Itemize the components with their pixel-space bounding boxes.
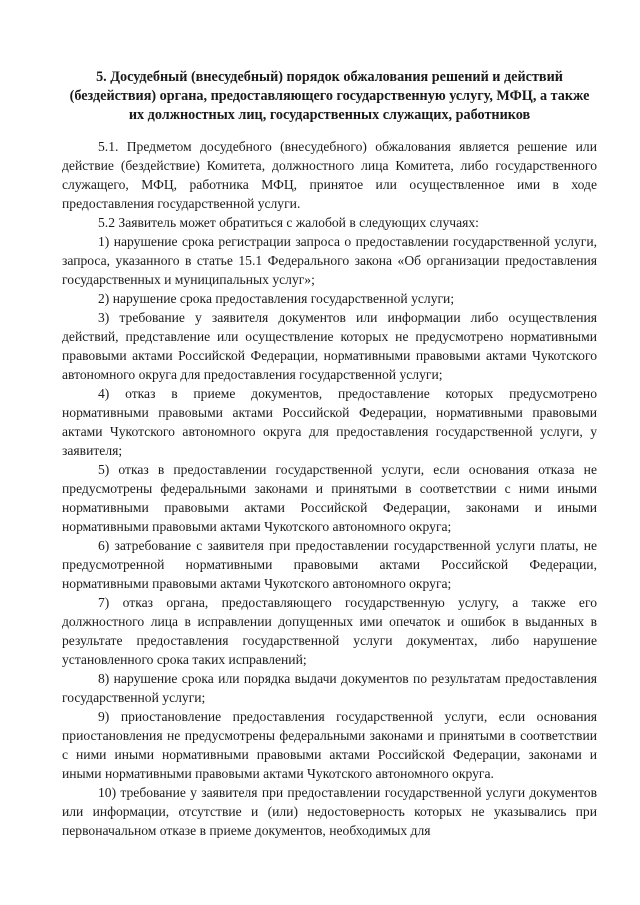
- list-item-5: 5) отказ в предоставлении государственной услуги, если основания отказа не предусмотрены федеральными законами и принятыми в соответствии с ними иными нормативными правовыми актами Российской Федерации, законами и иными нормативными правовыми актами Чукотского автономного округа;: [62, 462, 597, 534]
- section-heading: 5. Досудебный (внесудебный) порядок обжалования решений и действий (бездействия) органа, предоставляющего государственную услугу, МФЦ, а также их должностных лиц, государственных служащих, работников: [69, 69, 590, 123]
- list-item-1: 1) нарушение срока регистрации запроса о предоставлении государственной услуги, запроса, указанного в статье 15.1 Федерального закона «Об организации предоставления государственных и муниципальных услуг»;: [62, 234, 597, 287]
- paragraph-5-2: 5.2 Заявитель может обратиться с жалобой в следующих случаях:: [98, 215, 479, 230]
- paragraph-5-1: 5.1. Предметом досудебного (внесудебного) обжалования является решение или действие (бездействие) Комитета, должностного лица Комитета, либо государственного служащего, МФЦ, работника МФЦ, принятое или осуществленное ими в ходе предоставления государственной услуги.: [62, 139, 597, 211]
- list-item-10: 10) требование у заявителя при предоставлении государственной услуги документов или информации, отсутствие и (или) недостоверность которых не указывались при первоначальном отказе в приеме документов, необходимых для: [62, 785, 597, 838]
- list-item-7: 7) отказ органа, предоставляющего государственную услугу, а также его должностного лица в исправлении допущенных ими опечаток и ошибок в выданных в результате предоставления государственной услуги документах, либо нарушение установленного срока таких исправлений;: [62, 595, 597, 667]
- list-item-4: 4) отказ в приеме документов, предоставление которых предусмотрено нормативными правовыми актами Российской Федерации, нормативными правовыми актами Чукотского автономного округа для предоставления государственной услуги, у заявителя;: [62, 386, 597, 458]
- list-item-3: 3) требование у заявителя документов или информации либо осуществления действий, представление или осуществление которых не предусмотрено нормативными правовыми актами Российской Федерации, нормативными правовыми актами Чукотского автономного округа для предоставления государственной услуги;: [62, 310, 597, 382]
- list-item-8: 8) нарушение срока или порядка выдачи документов по результатам предоставления государственной услуги;: [62, 671, 597, 705]
- list-item-9: 9) приостановление предоставления государственной услуги, если основания приостановления не предусмотрены федеральными законами и принятыми в соответствии с ними иными нормативными правовыми актами Российской Федерации, законами и иными нормативными правовыми актами Чукотского автономного округа.: [62, 709, 597, 781]
- list-item-2: 2) нарушение срока предоставления государственной услуги;: [98, 291, 455, 306]
- list-item-6: 6) затребование с заявителя при предоставлении государственной услуги платы, не предусмотренной нормативными правовыми актами Российской Федерации, нормативными правовыми актами Чукотского автономного округа;: [62, 538, 597, 591]
- document-page: [62, 68, 597, 840]
